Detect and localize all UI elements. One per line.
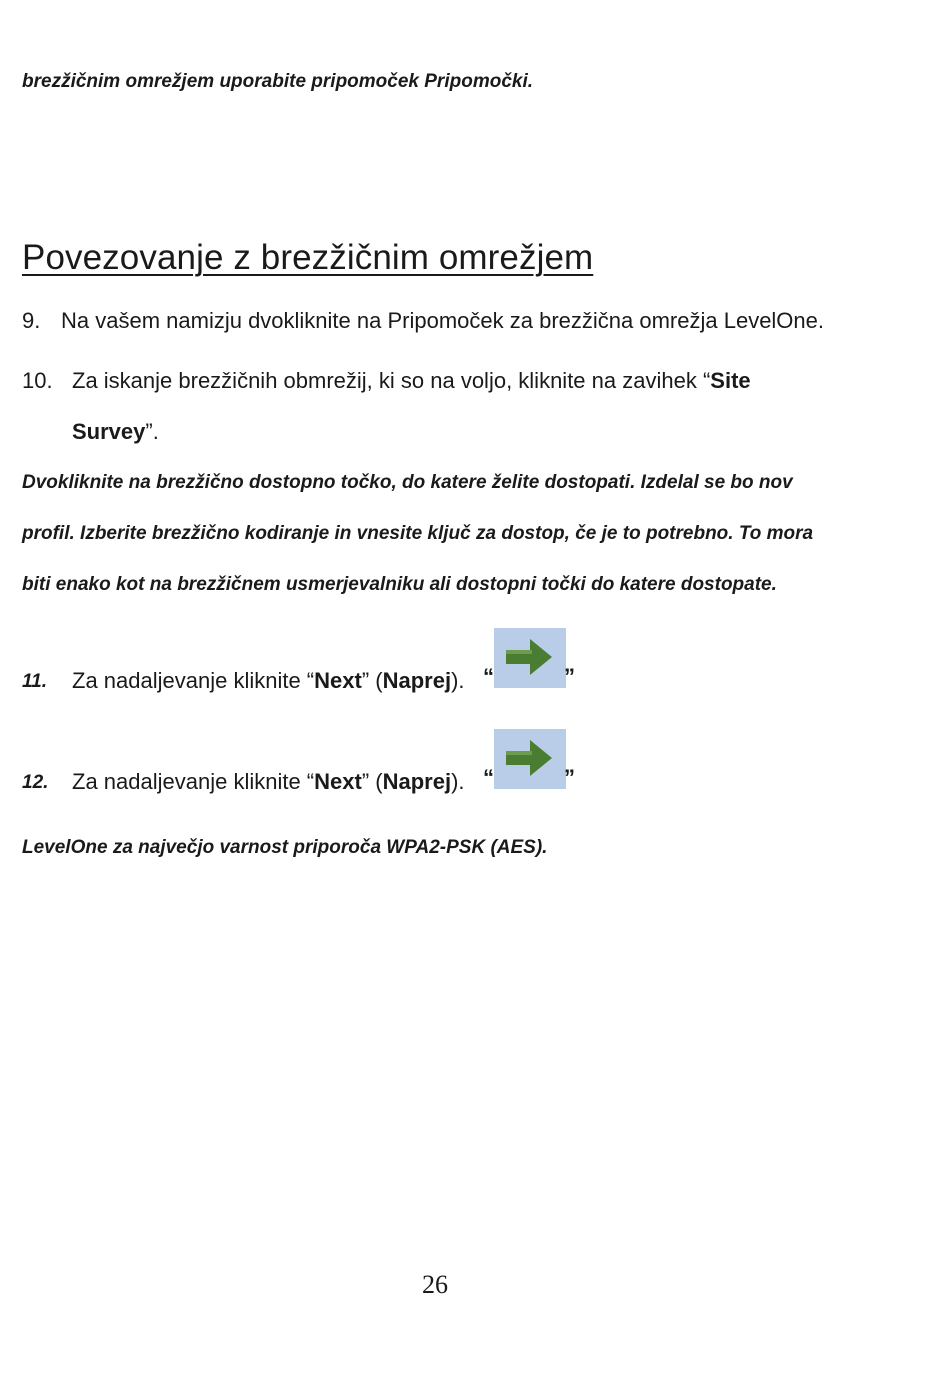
page-number: 26 (422, 1270, 448, 1299)
step-11-number: 11. (22, 671, 48, 692)
naprej-label: Naprej (382, 668, 452, 693)
step-12-open-quote: “ (483, 765, 494, 790)
next-label: Next (314, 668, 362, 693)
step-10-text: Za iskanje brezžičnih obmrežij, ki so na voljo, kliknite na zavihek “Site (72, 368, 751, 393)
arrow-right-icon (494, 729, 566, 789)
naprej-label: Naprej (382, 769, 452, 794)
step-10-number: 10. (22, 368, 53, 393)
step-12-close-quote: ” (564, 765, 575, 790)
step-10-text-cont: Survey”. (72, 419, 159, 444)
next-label: Next (314, 769, 362, 794)
note-line-2: profil. Izberite brezžično kodiranje in vnesite ključ za dostop, če je to potrebno. To mora (22, 523, 814, 544)
note-line-1: Dvokliknite na brezžično dostopno točko, do katere želite dostopati. Izdelal se bo nov (22, 472, 793, 493)
step-9-number: 9. (22, 308, 41, 333)
step-11-open-quote: “ (483, 664, 494, 689)
step-9-text: Na vašem namizju dvokliknite na Pripomoček za brezžična omrežja LevelOne. (61, 308, 825, 333)
next-arrow-button[interactable] (494, 729, 566, 789)
security-note: LevelOne za največjo varnost priporoča WPA2-PSK (AES). (22, 837, 548, 858)
arrow-right-icon (494, 628, 566, 688)
step-11-close-quote: ” (564, 664, 575, 689)
step-12-number: 12. (22, 772, 49, 793)
step-11-text: Za nadaljevanje kliknite “Next” (Naprej). (72, 668, 465, 693)
step-12-text: Za nadaljevanje kliknite “Next” (Naprej). (72, 769, 465, 794)
note-line-3: biti enako kot na brezžičnem usmerjevalniku ali dostopni točki do katere dostopate. (22, 574, 777, 595)
next-arrow-button[interactable] (494, 628, 566, 688)
top-note: brezžičnim omrežjem uporabite pripomoček Pripomočki. (22, 71, 534, 92)
site-survey-label-part1: Site (710, 368, 751, 393)
site-survey-label-part2: Survey (72, 419, 146, 444)
section-title: Povezovanje z brezžičnim omrežjem (22, 238, 594, 277)
